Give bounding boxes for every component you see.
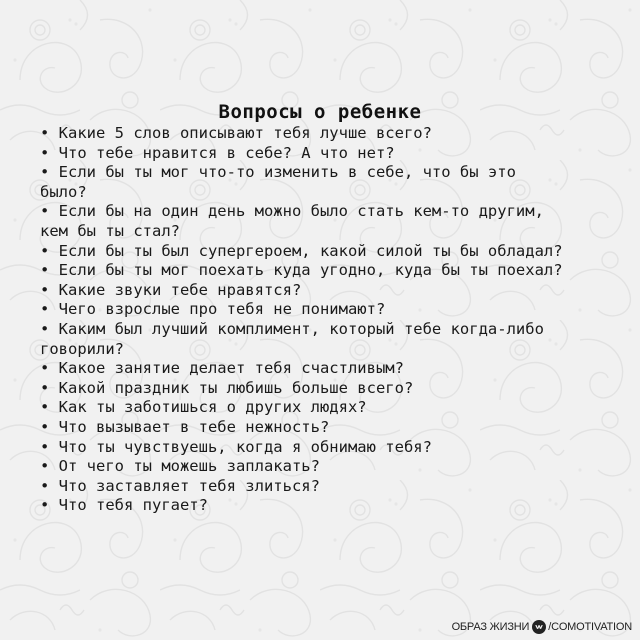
- watermark-right-text: /COMOTIVATION: [548, 621, 632, 633]
- page-title: Вопросы о ребенке: [218, 101, 422, 123]
- question-line: • Каким был лучший комплимент, который тебе когда-либо: [40, 319, 544, 338]
- question-line: • Какое занятие делает тебя счастливым?: [40, 359, 404, 378]
- question-line: было?: [40, 182, 87, 201]
- question-line: кем бы ты стал?: [40, 221, 180, 240]
- question-line: • Чего взрослые про тебя не понимают?: [40, 300, 386, 319]
- question-line: говорили?: [40, 339, 124, 358]
- question-line: • Что ты чувствуешь, когда я обнимаю тебя?: [40, 437, 432, 456]
- vk-logo-icon: [532, 620, 546, 634]
- question-line: • Что заставляет тебя злиться?: [40, 476, 320, 495]
- question-line: • Какой праздник ты любишь больше всего?: [40, 378, 414, 397]
- question-line: • Если бы на один день можно было стать кем-то другим,: [40, 202, 544, 221]
- question-line: • Какие 5 слов описывают тебя лучше всего?: [40, 124, 432, 142]
- question-line: • Как ты заботишься о других людях?: [40, 398, 367, 417]
- question-line: • Что тебя пугает?: [40, 496, 208, 515]
- question-line: • Если бы ты мог что-то изменить в себе, что бы это: [40, 163, 516, 182]
- question-line: • Какие звуки тебе нравятся?: [40, 280, 302, 299]
- question-line: • Если бы ты был супергероем, какой силой ты бы обладал?: [40, 241, 563, 260]
- question-line: • От чего ты можешь заплакать?: [40, 457, 320, 476]
- question-line: • Что вызывает в тебе нежность?: [40, 417, 330, 436]
- watermark-left-text: ОБРАЗ ЖИЗНИ: [451, 621, 530, 633]
- question-line: • Если бы ты мог поехать куда угодно, куда бы ты поехал?: [40, 261, 563, 280]
- question-line: • Что тебе нравится в себе? А что нет?: [40, 143, 395, 162]
- watermark: [452, 620, 632, 634]
- questions-list: [40, 124, 630, 516]
